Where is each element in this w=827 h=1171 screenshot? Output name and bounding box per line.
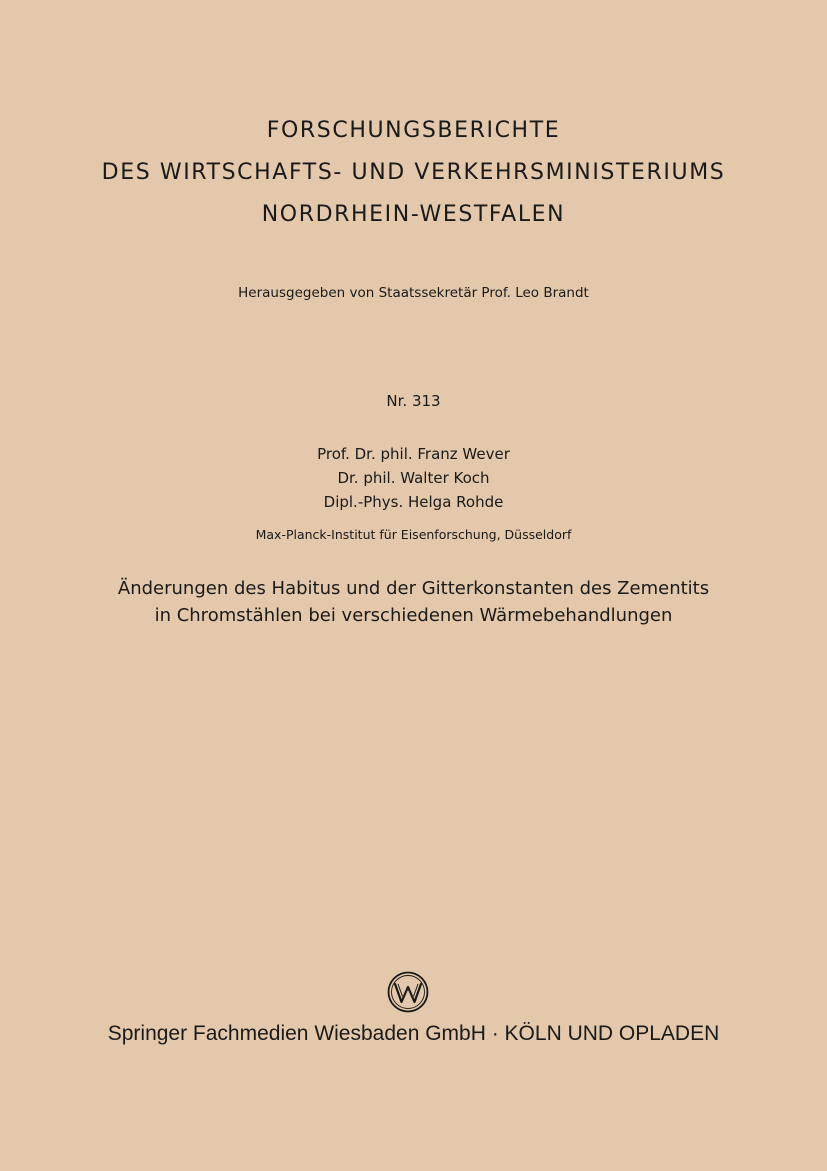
title-line-1: Änderungen des Habitus und der Gitterkonstanten des Zementits: [117, 578, 710, 599]
series-line-1: FORSCHUNGSBERICHTE: [266, 118, 561, 143]
author-2: Dr. phil. Walter Koch: [337, 469, 490, 487]
editor-line: Herausgegeben von Staatssekretär Prof. Leo Brandt: [238, 285, 589, 301]
author-1: Prof. Dr. phil. Franz Wever: [317, 445, 510, 463]
institute: Max-Planck-Institut für Eisenforschung, Düsseldorf: [255, 527, 572, 542]
series-line-3: NORDRHEIN-WESTFALEN: [261, 202, 566, 227]
author-3: Dipl.-Phys. Helga Rohde: [323, 493, 504, 511]
report-number: Nr. 313: [386, 392, 441, 410]
title-line-2: in Chromstählen bei verschiedenen Wärmebehandlungen: [154, 605, 673, 626]
publisher-line: Springer Fachmedien Wiesbaden GmbH · KÖLN UND OPLADEN: [107, 1022, 720, 1045]
publisher-logo-icon: [387, 971, 429, 1013]
series-line-2: DES WIRTSCHAFTS- UND VERKEHRSMINISTERIUMS: [101, 160, 726, 185]
